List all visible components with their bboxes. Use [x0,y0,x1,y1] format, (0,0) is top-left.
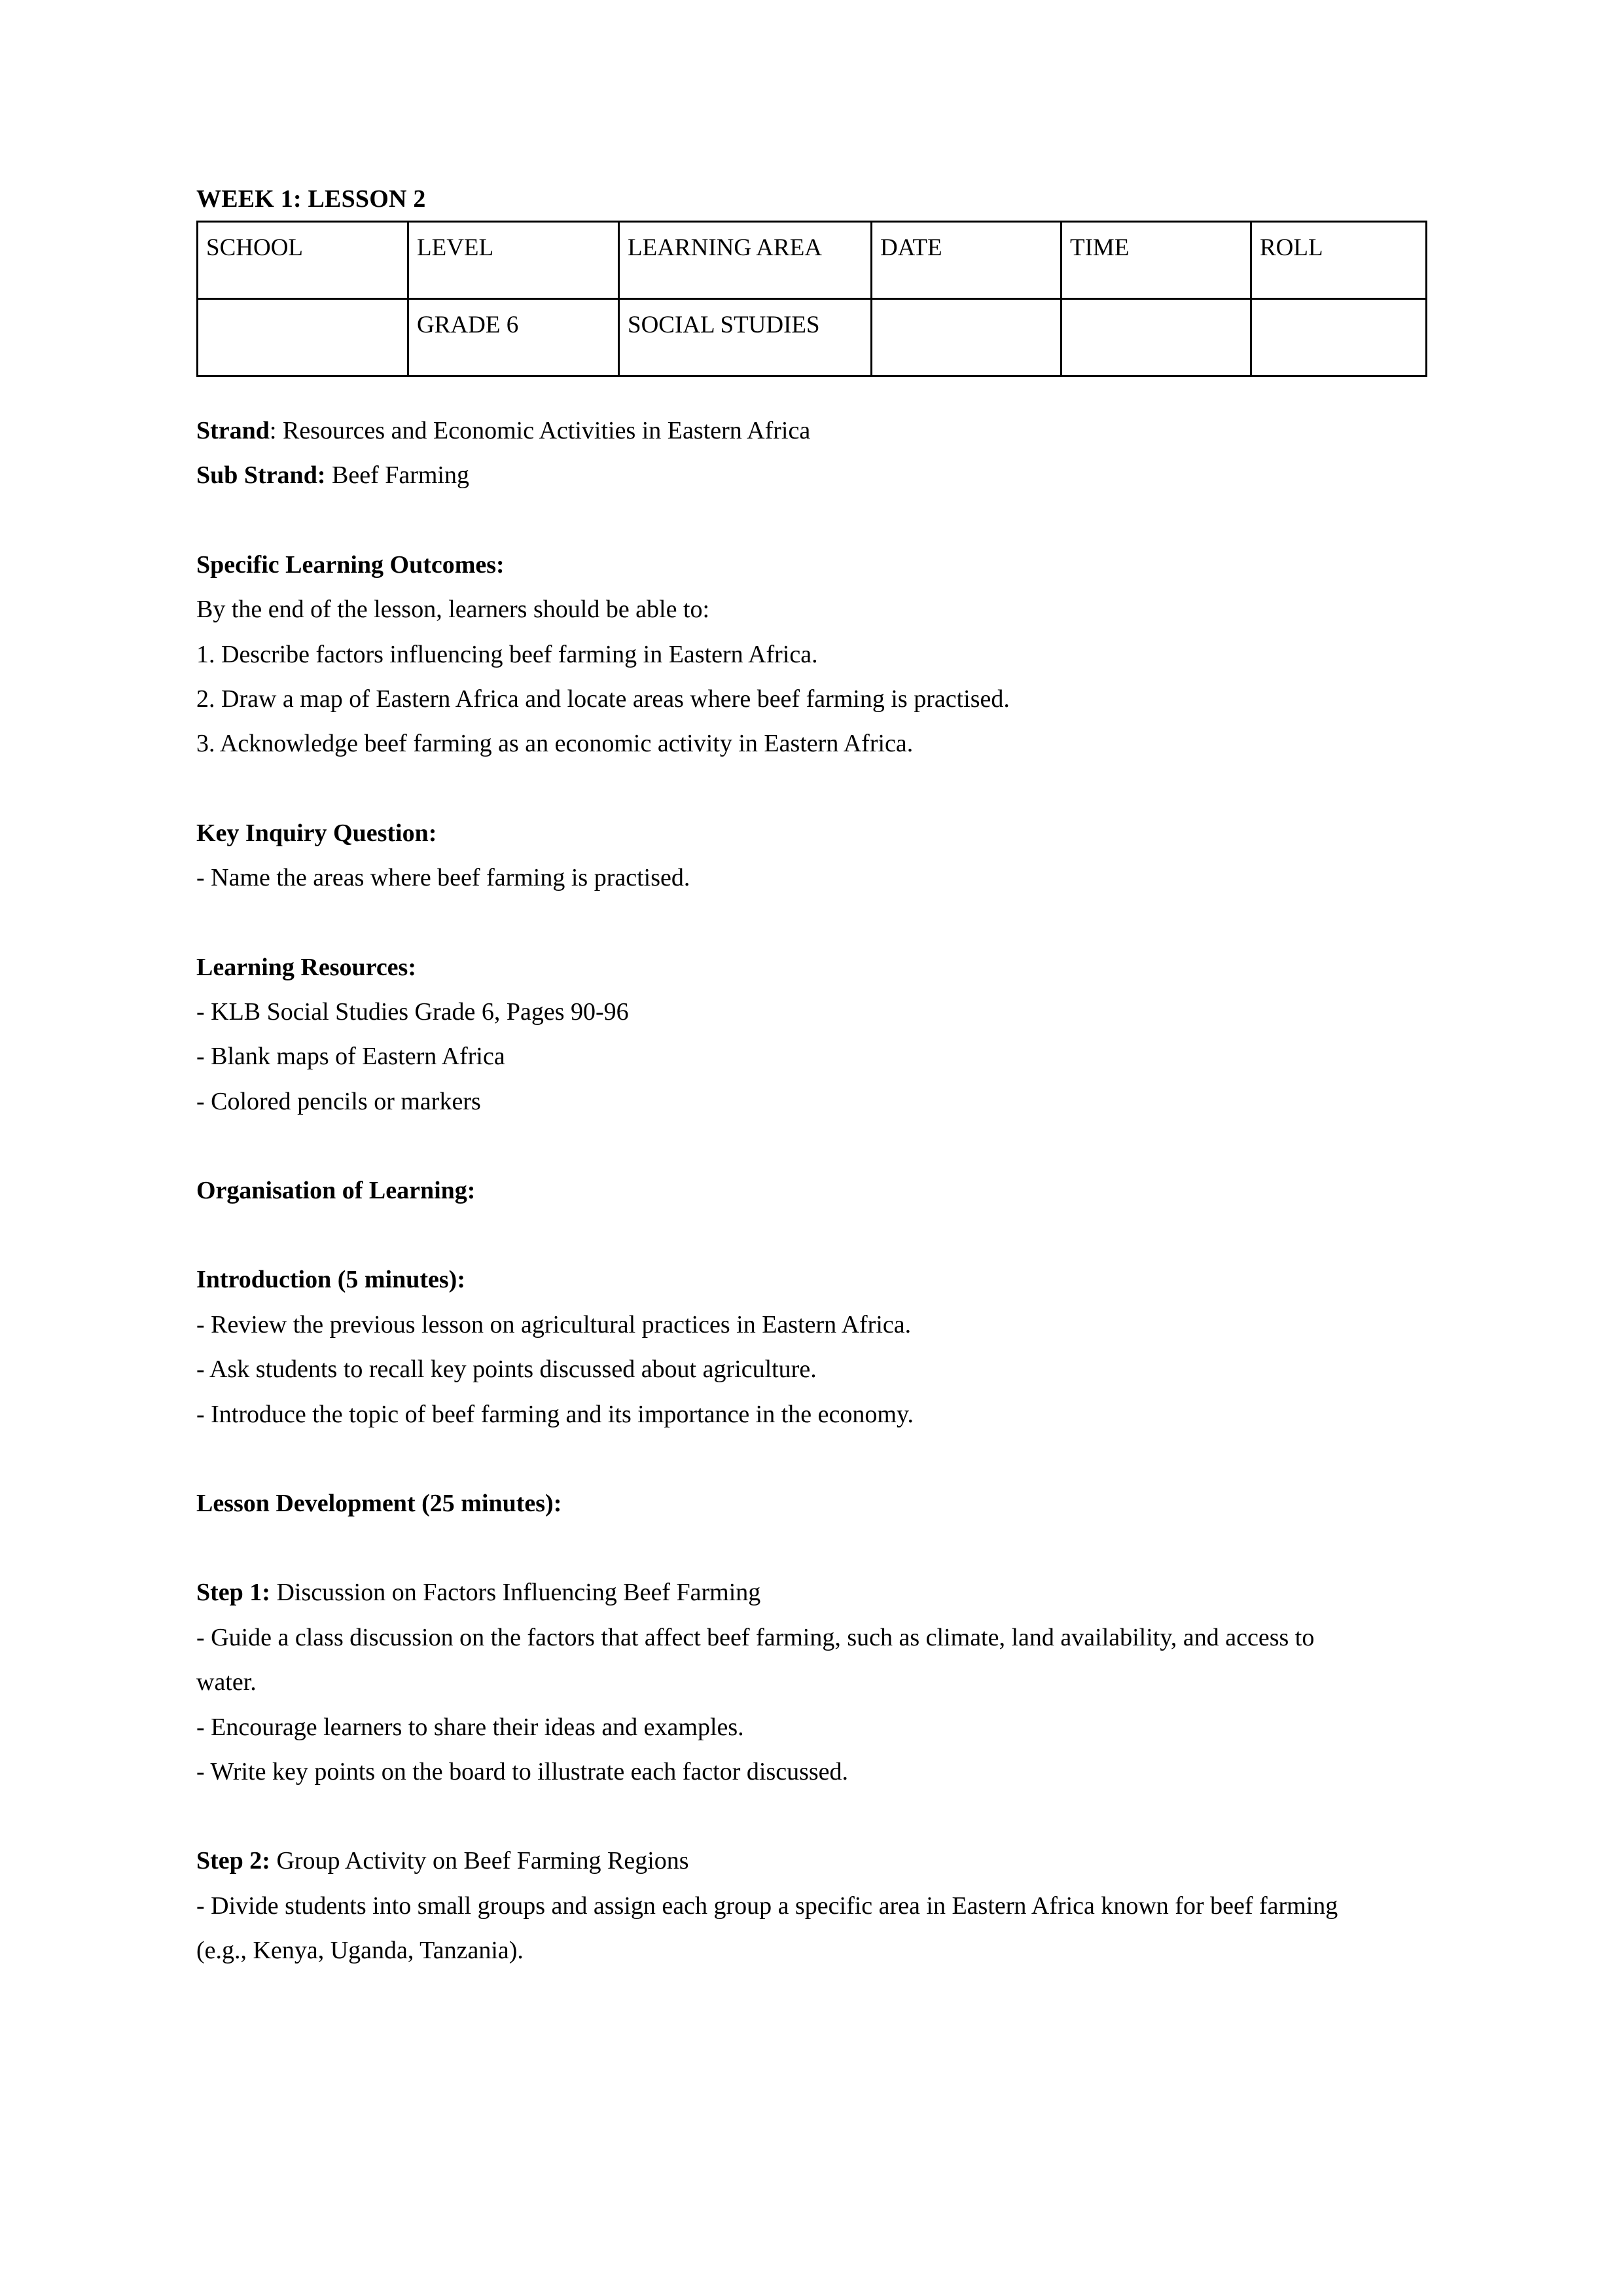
list-item: 3. Acknowledge beef farming as an economic activity in Eastern Africa. [196,730,914,758]
spacer-7 [196,1526,1427,1570]
section-heading-lesson-development: Lesson Development (25 minutes): [196,1490,562,1518]
table-cell-learning-area[interactable]: SOCIAL STUDIES [619,299,872,376]
list-item: - KLB Social Studies Grade 6, Pages 90-96 [196,997,629,1026]
list-item: - Review the previous lesson on agricultural practices in Eastern Africa. [196,1310,912,1338]
table-cell-level[interactable]: GRADE 6 [408,299,619,376]
lesson-body [196,408,1427,1973]
table-header-date: DATE [872,222,1061,299]
strand-value: Resources and Economic Activities in Eastern Africa [282,417,811,444]
table-row-values [198,299,1427,376]
sub-strand-line [196,453,1427,497]
spacer-1 [196,498,1427,543]
section-heading-specific-learning-outcomes: Specific Learning Outcomes: [196,550,505,579]
list-item: - Encourage learners to share their ideas and examples. [196,1713,744,1741]
strand-line [196,408,1427,453]
strand-separator: : [269,417,283,444]
outcomes-intro: By the end of the lesson, learners should be able to: [196,596,710,624]
list-item: - Colored pencils or markers [196,1087,481,1115]
section-heading-learning-resources: Learning Resources: [196,953,416,981]
spacer-5 [196,1213,1427,1257]
table-header-roll: ROLL [1251,222,1427,299]
sub-strand-value: Beef Farming [325,461,469,490]
list-item: - Guide a class discussion on the factors that affect beef farming, such as climate, land availability, and access to water. [196,1623,1315,1696]
table-row-headers [198,222,1427,299]
section-heading-key-inquiry-question: Key Inquiry Question: [196,819,437,847]
table-cell-time[interactable] [1061,299,1251,376]
list-item: - Divide students into small groups and assign each group a specific area in Eastern Africa known for beef farming (e.g., Kenya, Uganda, Tanzania). [196,1892,1338,1965]
list-item: - Ask students to recall key points discussed about agriculture. [196,1355,817,1384]
spacer-8 [196,1794,1427,1839]
list-item: 1. Describe factors influencing beef farming in Eastern Africa. [196,640,818,668]
sub-strand-label: Sub Strand: [196,461,326,490]
list-item: 2. Draw a map of Eastern Africa and locate areas where beef farming is practised. [196,685,1010,713]
table-header-level: LEVEL [408,222,619,299]
page-title: WEEK 1: LESSON 2 [196,185,426,213]
table-cell-roll[interactable] [1251,299,1427,376]
table-cell-school[interactable] [198,299,408,376]
strand-label: Strand [196,417,270,444]
list-item: - Write key points on the board to illustrate each factor discussed. [196,1757,849,1785]
lesson-info-table [196,221,1427,377]
table-cell-date[interactable] [872,299,1061,376]
spacer-6 [196,1437,1427,1481]
spacer-4 [196,1124,1427,1168]
table-header-time: TIME [1061,222,1251,299]
list-item: - Name the areas where beef farming is practised. [196,864,690,892]
table-header-learning-area: LEARNING AREA [619,222,872,299]
step-2-title: Group Activity on Beef Farming Regions [270,1847,689,1875]
spacer-2 [196,766,1427,811]
section-heading-introduction: Introduction (5 minutes): [196,1266,465,1294]
step-2-label: Step 2: [196,1847,270,1875]
list-item: - Introduce the topic of beef farming and its importance in the economy. [196,1400,914,1428]
spacer-3 [196,901,1427,945]
step-1-title: Discussion on Factors Influencing Beef Farming [270,1579,761,1607]
step-2-heading [196,1839,1427,1883]
section-heading-organisation-of-learning: Organisation of Learning: [196,1177,476,1205]
table-header-school: SCHOOL [198,222,408,299]
list-item: - Blank maps of Eastern Africa [196,1043,505,1071]
step-1-label: Step 1: [196,1579,270,1607]
step-1-heading [196,1570,1427,1615]
